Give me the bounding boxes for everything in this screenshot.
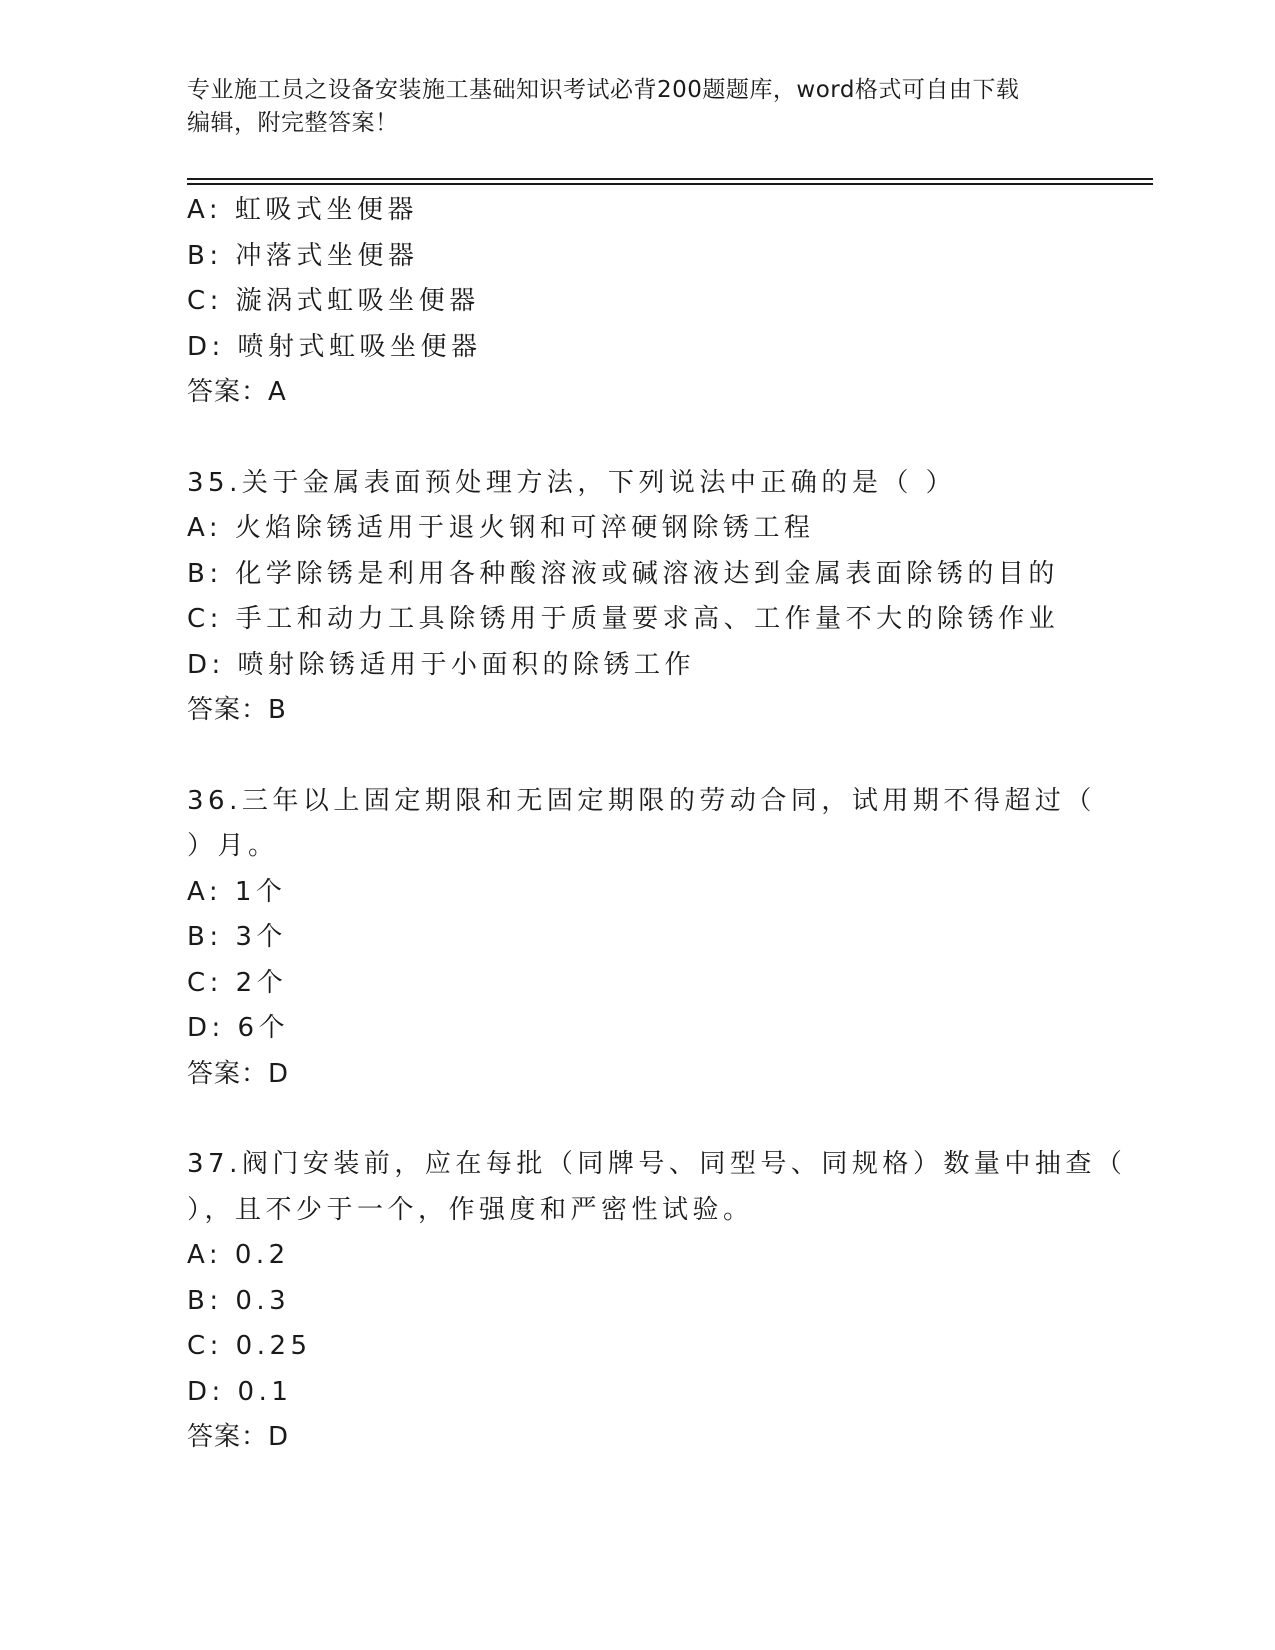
option-a: A: 0.2 [187,1240,290,1270]
option-d: D: 0.1 [187,1376,293,1407]
option-c: C: 2个 [187,967,288,998]
question-37 [187,1142,1127,1461]
option-c: C: 手工和动力工具除锈用于质量要求高、工作量不大的除锈作业 [187,604,1060,634]
option-a: A: 1个 [187,876,287,907]
header-title-line-2: 编辑，附完整答案！ [187,110,399,136]
option-d: D: 喷射式虹吸坐便器 [187,331,482,362]
answer-line: 答案：A [187,377,287,407]
question-list [187,188,1127,1461]
header-divider-top [187,178,1153,180]
option-d: D: 6个 [187,1013,290,1043]
answer-line: 答案：B [187,695,287,725]
option-c: C: 漩涡式虹吸坐便器 [187,286,480,316]
question-stem-continued: ）月。 [187,831,279,861]
document-header [187,74,1087,140]
question-34-continued [187,188,1087,416]
question-stem-continued: ），且不少于一个，作强度和严密性试验。 [187,1194,754,1225]
option-a: A: 虹吸式坐便器 [187,195,418,225]
question-stem: 35.关于金属表面预处理方法，下列说法中正确的是（ ） [187,467,957,498]
answer-line: 答案：D [187,1058,290,1089]
question-stem: 37.阀门安装前，应在每批（同牌号、同型号、同规格）数量中抽查（ [187,1149,1127,1179]
option-d: D: 喷射除锈适用于小面积的除锈工作 [187,649,696,680]
answer-line: 答案：D [187,1422,290,1452]
question-36 [187,779,1096,1098]
option-b: B: 冲落式坐便器 [187,240,419,271]
option-a: A: 火焰除锈适用于退火钢和可淬硬钢除锈工程 [187,513,815,543]
option-b: B: 3个 [187,922,287,952]
question-stem: 36.三年以上固定期限和无固定期限的劳动合同，试用期不得超过（ [187,785,1096,816]
option-c: C: 0.25 [187,1331,312,1361]
header-title-line-1: 专业施工员之设备安装施工基础知识考试必背200题题库，word格式可自由下载 [187,77,1020,103]
option-b: B: 0.3 [187,1285,291,1316]
question-35 [187,461,1087,734]
option-b: B: 化学除锈是利用各种酸溶液或碱溶液达到金属表面除锈的目的 [187,558,1059,589]
header-divider-bottom [187,183,1153,185]
